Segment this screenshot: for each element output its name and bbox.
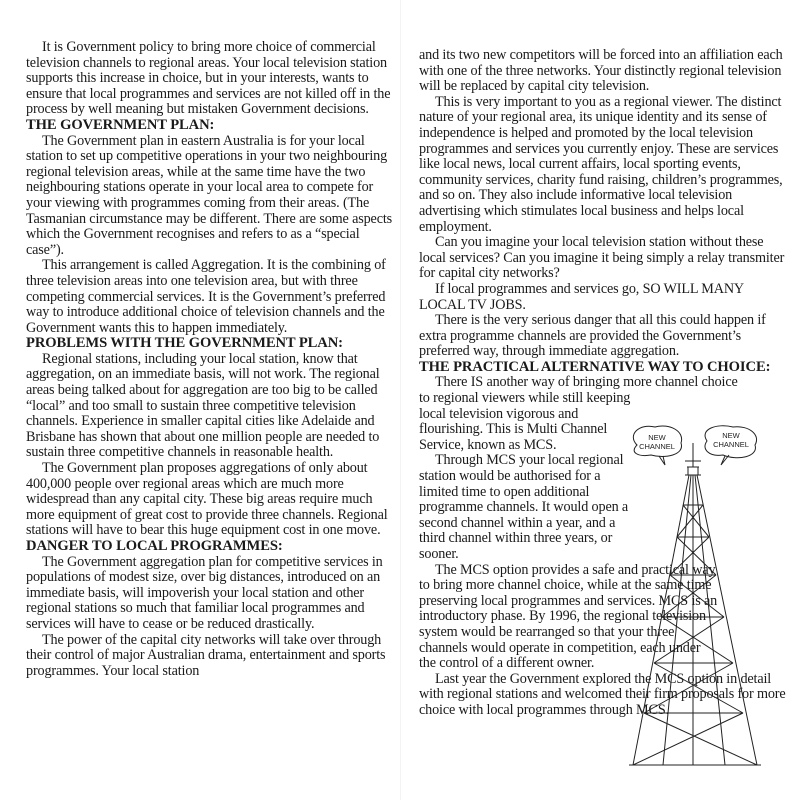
paragraph-problems: Regional stations, including your local station, know that aggregation, on an immediate basis, will not work. The regional areas being talked about for aggregation are too big to be called “local” and too small to sustain three competitive television channels. Experience in smaller capital cities like Adelaide and Brisbane has shown that about one million people are needed to sustain three competitive channels in reasonable health. — [26, 350, 380, 461]
intro-paragraph: It is Government policy to bring more choice of commercial television channels to regional areas. Your local television station supports this increase in choice, but in your interests, wants to ensure that local programmes and services are not killed off in the process by well meaning but mistaken Government decisions. — [26, 39, 391, 118]
heading-danger: DANGER TO LOCAL PROGRAMMES: — [26, 538, 283, 554]
tv-tower-illustration — [625, 425, 765, 770]
paragraph-mcs-intro: to regional viewers while still keeping local television vigorous and flourishing. This is Multi Channel Service, known as MCS. — [419, 390, 631, 453]
paragraph-affiliation: and its two new competitors will be forced into an affiliation each with one of the three networks. Your distinctly regional television will be replaced by capital city television. — [419, 47, 783, 95]
paragraph-imagine: Can you imagine your local television station without these local services? Can you imagine it being simply a relay transmiter for capital city networks? — [419, 234, 785, 282]
paragraph-plan: The Government plan in eastern Australia is for your local station to set up competitive operations in your two neighbouring regional television areas, while at the same time have the two neighbouring stations operate in your local area to compete for your viewing with programmes coming from their areas. (The Tasmanian circumstance may be different. There are some aspects which the Government recognises and refers to as a “special case”). — [26, 132, 393, 258]
paragraph-proposal: The Government plan proposes aggregations of only about 400,000 people over regional areas which are much more widespread than any capital city. These big areas require much more equipment of great cost to provide three channels. Regional stations will have to bear this huge equipment cost in one move. — [26, 460, 388, 539]
bubble-left-text-2: CHANNEL — [639, 442, 675, 451]
paragraph-serious-danger: There is the very serious danger that all this could happen if extra programme channels are provided the Government’s preferred way, through immediate aggregation. — [419, 312, 766, 360]
paragraph-last-year: Last year the Government explored the MCS option in detail with regional stations and welcomed their firm proposals for more choice with local programmes through MCS. — [419, 670, 786, 718]
heading-problems: PROBLEMS WITH THE GOVERNMENT PLAN: — [26, 335, 343, 352]
paragraph-mcs-through: Through MCS your local regional station would be authorised for a limited time to open additional programme channels. It would open a second channel within a year, and a third channel within three years, or sooner. — [419, 452, 629, 562]
bubble-left-text-1: NEW — [648, 433, 666, 442]
heading-government-plan: THE GOVERNMENT PLAN: — [26, 116, 215, 133]
bubble-right-text-1: NEW — [722, 431, 740, 440]
heading-alternative: THE PRACTICAL ALTERNATIVE WAY TO CHOICE: — [419, 358, 771, 375]
paragraph-importance: This is very important to you as a regional viewer. The distinct nature of your regional area, its unique identity and its sense of independence is helped and promoted by the local television programmes and services you currently enjoy. These are services like local news, local current affairs, local sporting events, community services, charity fund raising, children’s programmes, and so on. They also include informative local television advertising which stimulates local business and helps local employment. — [419, 93, 783, 235]
left-column — [26, 0, 394, 679]
paragraph-mcs-option: The MCS option provides a safe and practical way to bring more channel choice, while at the same time preserving local programmes and services. MCS is an introductory phase. By 1996, the regional television system would be rearranged so that your three channels would operate in competition, each under the control of a different owner. — [419, 561, 718, 672]
paragraph-jobs: If local programmes and services go, SO WILL MANY LOCAL TV JOBS. — [419, 280, 744, 313]
paragraph-aggregation: This arrangement is called Aggregation. It is the combining of three television areas into one television area, but with three competing commercial services. It is the Government’s preferred way to introduce additional choice of television channels and the Government wants this to happen immediately. — [26, 257, 386, 336]
paragraph-danger: The Government aggregation plan for competitive services in populations of modest size, over big distances, introduced on an immediate basis, will impoverish your local station and other regional stations so much that familiar local programmes and services will have to cease or be reduced drastically. — [26, 553, 383, 632]
page-fold — [400, 0, 401, 800]
paragraph-alternative-lead: There IS another way of bringing more channel choice — [435, 374, 738, 391]
bubble-right-text-2: CHANNEL — [713, 440, 749, 449]
paragraph-networks: The power of the capital city networks will take over through their control of major Australian drama, entertainment and sports programmes. Your local station — [26, 631, 386, 679]
